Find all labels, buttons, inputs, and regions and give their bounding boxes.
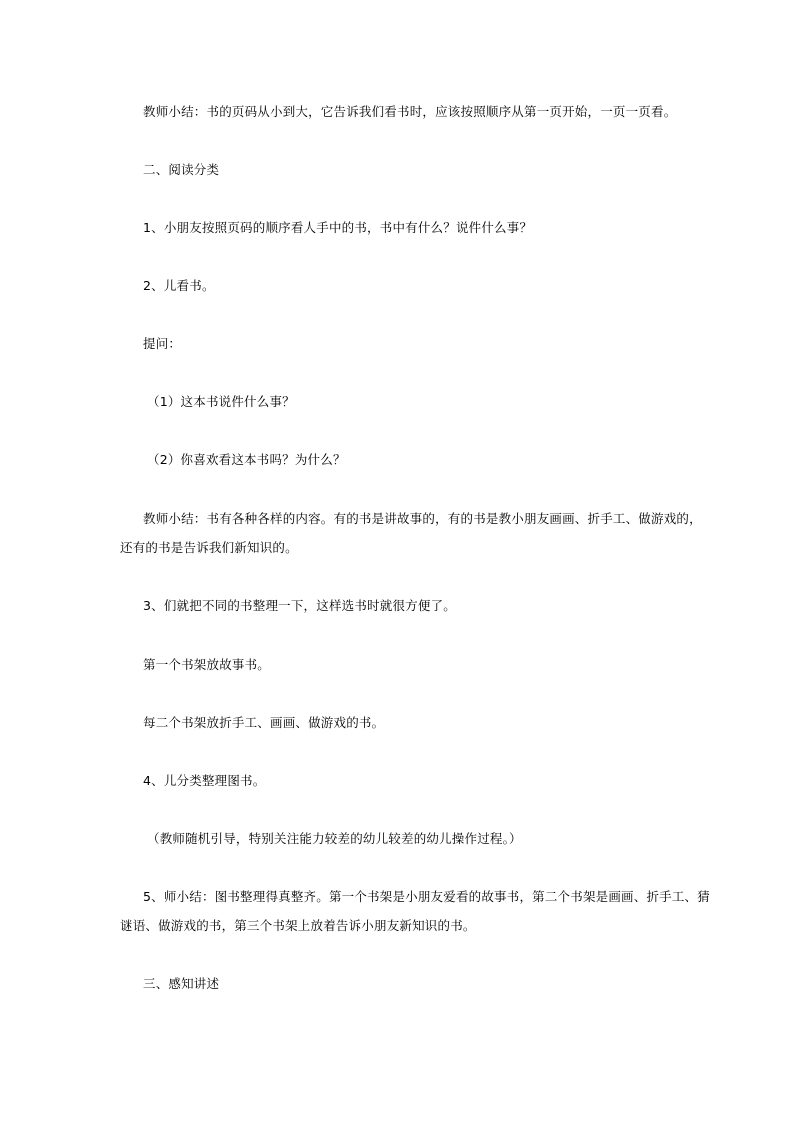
step-5-teacher-summary-line-1: 5、师小结：图书整理得真整齐。第一个书架是小朋友爱看的故事书，第二个书架是画画、折手工、猜 — [143, 889, 710, 904]
step-2-children-read: 2、儿看书。 — [143, 278, 215, 293]
section-heading-perceive-narrate: 三、感知讲述 — [143, 976, 220, 991]
question-2: （2）你喜欢看这本书吗？为什么？ — [147, 452, 346, 467]
questions-label: 提问： — [143, 336, 182, 351]
section-heading-reading-classification: 二、阅读分类 — [143, 162, 220, 177]
paragraph-teacher-summary-contents-line-2: 还有的书是告诉我们新知识的。 — [120, 540, 298, 555]
teacher-guidance-note: （教师随机引导，特别关注能力较差的幼儿较差的幼儿操作过程。） — [147, 831, 522, 846]
step-5-teacher-summary-line-2: 谜语、做游戏的书，第三个书架上放着告诉小朋友新知识的书。 — [120, 918, 476, 933]
question-1: （1）这本书说件什么事？ — [147, 394, 295, 409]
paragraph-teacher-summary-page-order: 教师小结：书的页码从小到大，它告诉我们看书时，应该按照顺序从第一页开始，一页一页看。 — [143, 104, 677, 119]
shelf-2-craft-books: 每二个书架放折手工、画画、做游戏的书。 — [143, 715, 385, 730]
step-1-read-by-page-order: 1、小朋友按照页码的顺序看人手中的书，书中有什么？说件什么事？ — [143, 220, 533, 235]
step-4-children-sort-books: 4、儿分类整理图书。 — [143, 773, 266, 788]
step-3-organize-books: 3、们就把不同的书整理一下，这样选书时就很方便了。 — [143, 598, 456, 613]
shelf-1-story-books: 第一个书架放故事书。 — [143, 657, 271, 672]
paragraph-teacher-summary-contents-line-1: 教师小结：书有各种各样的内容。有的书是讲故事的，有的书是教小朋友画画、折手工、做游戏的， — [143, 511, 702, 526]
